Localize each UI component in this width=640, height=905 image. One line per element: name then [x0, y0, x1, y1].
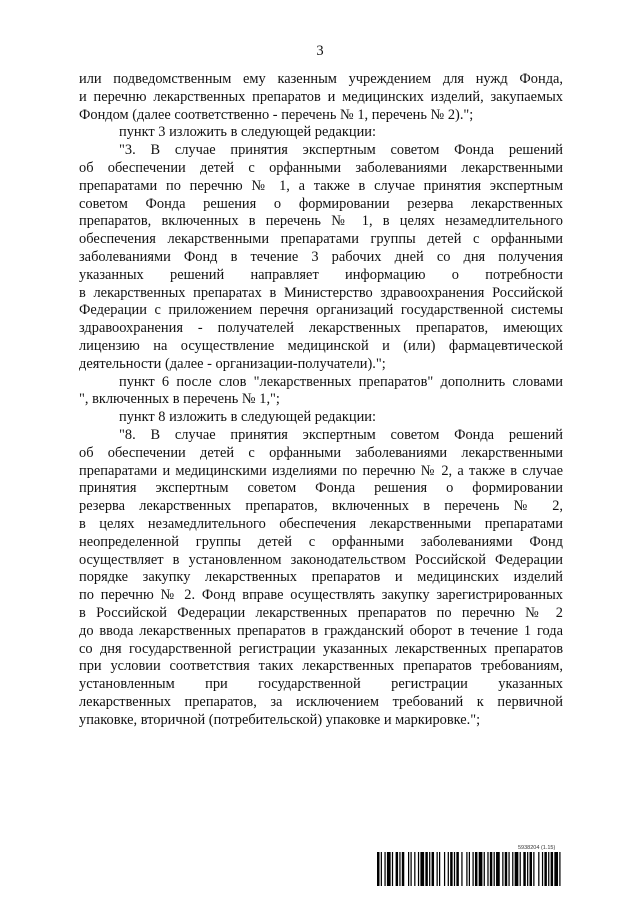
text-line: советом Фонда решения о формировании резерва лекарственных	[79, 195, 563, 212]
barcode-bar	[512, 852, 513, 886]
barcode-bar	[448, 852, 449, 886]
text-line: препаратами и медицинскими изделиями по перечню № 2, а также в случае	[79, 462, 563, 479]
barcode-bar	[515, 852, 519, 886]
barcode-id-text: 5938204 (1.15)	[518, 845, 556, 851]
text-line: пункт 6 после слов "лекарственных препаратов" дополнить словами	[119, 373, 563, 390]
barcode-bar	[502, 852, 503, 886]
text-line: со дня государственной регистрации указанных лекарственных препаратов	[79, 640, 563, 657]
text-line: или подведомственным ему казенным учреждением для нужд Фонда,	[79, 71, 563, 87]
text-line: при условии соответствия таких лекарственных препаратов требованиям,	[79, 658, 563, 675]
barcode-bar	[475, 852, 477, 886]
barcode-bar	[410, 852, 411, 886]
text-line: "3. В случае принятия экспертным советом Фонда решений	[119, 142, 563, 159]
barcode-bar	[472, 852, 473, 886]
text-line: резерва лекарственных препаратов, включенных в перечень № 2,	[79, 498, 563, 515]
text-line: ", включенных в перечень № 1,";	[79, 391, 280, 408]
text-line: Федерации с приложением перечня организаций государственной системы	[79, 302, 563, 319]
text-line: Фондом (далее соответственно - перечень № 1, перечень № 2).";	[79, 106, 474, 123]
text-line: об обеспечении детей с орфанными заболеваниями лекарственными	[79, 159, 563, 176]
barcode-bar	[432, 852, 434, 886]
barcode-bar	[484, 852, 485, 886]
text-line: здравоохранения - получателей лекарственных препаратов, имеющих	[79, 320, 563, 337]
text-line: порядке закупку лекарственных препаратов и медицинских изделий	[79, 569, 563, 586]
text-line: до ввода лекарственных препаратов в гражданский оборот в течение 1 года	[79, 622, 563, 639]
barcode-bar	[456, 852, 458, 886]
text-line: и перечню лекарственных препаратов и медицинских изделий, закупаемых	[79, 88, 563, 105]
barcode-bar	[402, 852, 404, 886]
barcode-bar	[505, 852, 507, 886]
barcode-bar	[414, 852, 415, 886]
barcode-bar	[469, 852, 470, 886]
barcode-bar	[437, 852, 438, 886]
text-line: указанных решений направляет информацию о потребности	[79, 266, 563, 283]
barcode-bar	[490, 852, 492, 886]
text-line: лицензию на осуществление медицинской и (или) фармацевтической	[79, 337, 563, 354]
text-line: принятия экспертным советом Фонда решения о формировании	[79, 480, 563, 497]
barcode-bar	[520, 852, 521, 886]
barcode-bar	[381, 852, 382, 886]
barcode-bar	[554, 852, 558, 886]
barcode-bar	[377, 852, 379, 886]
barcode-bar	[487, 852, 488, 886]
barcode-bar	[420, 852, 424, 886]
barcode-bar	[461, 852, 462, 886]
text-line: в лекарственных препаратах в Министерство здравоохранения Российской	[79, 284, 563, 301]
barcode-bar	[399, 852, 400, 886]
text-line: препаратами по перечню № 1, а также в случае принятия экспертным	[79, 177, 563, 194]
barcode-bar	[559, 852, 560, 886]
barcode-bar	[444, 852, 445, 886]
document-body	[79, 71, 563, 729]
text-line: осуществляет в установленном законодательством Российской Федерации	[79, 551, 563, 568]
text-line: заболеваниями Фонд в течение 3 рабочих дней со дня получения	[79, 248, 563, 265]
barcode-bar	[538, 852, 539, 886]
barcode-bar	[494, 852, 495, 886]
barcode-bar	[530, 852, 532, 886]
text-line: об обеспечении детей с орфанными заболеваниями лекарственными	[79, 444, 563, 461]
barcode-bar	[396, 852, 398, 886]
text-line: пункт 8 изложить в следующей редакции:	[119, 409, 376, 426]
barcode-bar	[408, 852, 409, 886]
barcode-bar	[548, 852, 549, 886]
barcode-bar	[544, 852, 546, 886]
text-line: пункт 3 изложить в следующей редакции:	[119, 124, 376, 141]
text-line: по перечню № 2. Фонд вправе осуществлять закупку зарегистрированных	[79, 587, 563, 604]
text-line: в Российской Федерации лекарственных препаратов по перечню № 2	[79, 604, 563, 621]
text-line: упаковке, вторичной (потребительской) упаковке и маркировке.";	[79, 711, 481, 728]
barcode-bar	[384, 852, 385, 886]
barcode-bar	[466, 852, 467, 886]
barcode-bar	[454, 852, 455, 886]
text-line: обеспечения лекарственными препаратами группы детей с орфанными	[79, 231, 563, 248]
text-line: неопределенной группы детей с орфанными заболеваниями Фонд	[79, 533, 563, 550]
barcode-bar	[523, 852, 525, 886]
barcode-image	[377, 852, 563, 886]
text-line: лекарственных препаратов, за исключением требований к первичной	[79, 693, 563, 710]
barcode-bar	[392, 852, 393, 886]
text-line: в целях незамедлительного обеспечения лекарственными препаратами	[79, 515, 563, 532]
text-line: деятельности (далее - организации-получатели).";	[79, 355, 386, 372]
barcode-bar	[479, 852, 483, 886]
barcode-bar	[533, 852, 534, 886]
barcode-bar	[439, 852, 440, 886]
barcode-bar	[387, 852, 391, 886]
barcode-bar	[527, 852, 528, 886]
text-line: "8. В случае принятия экспертным советом Фонда решений	[119, 426, 563, 443]
barcode-bar	[508, 852, 509, 886]
barcode-bar	[496, 852, 500, 886]
barcode-bar	[450, 852, 452, 886]
text-line: препаратов, включенных в перечень № 1, в целях незамедлительного	[79, 213, 563, 230]
barcode-bar	[551, 852, 553, 886]
barcode-bar	[429, 852, 430, 886]
page-number: 3	[316, 43, 324, 59]
barcode-bar	[425, 852, 427, 886]
barcode-bar	[418, 852, 419, 886]
barcode-bar	[542, 852, 543, 886]
text-line: установленным при государственной регистрации указанных	[79, 676, 563, 693]
